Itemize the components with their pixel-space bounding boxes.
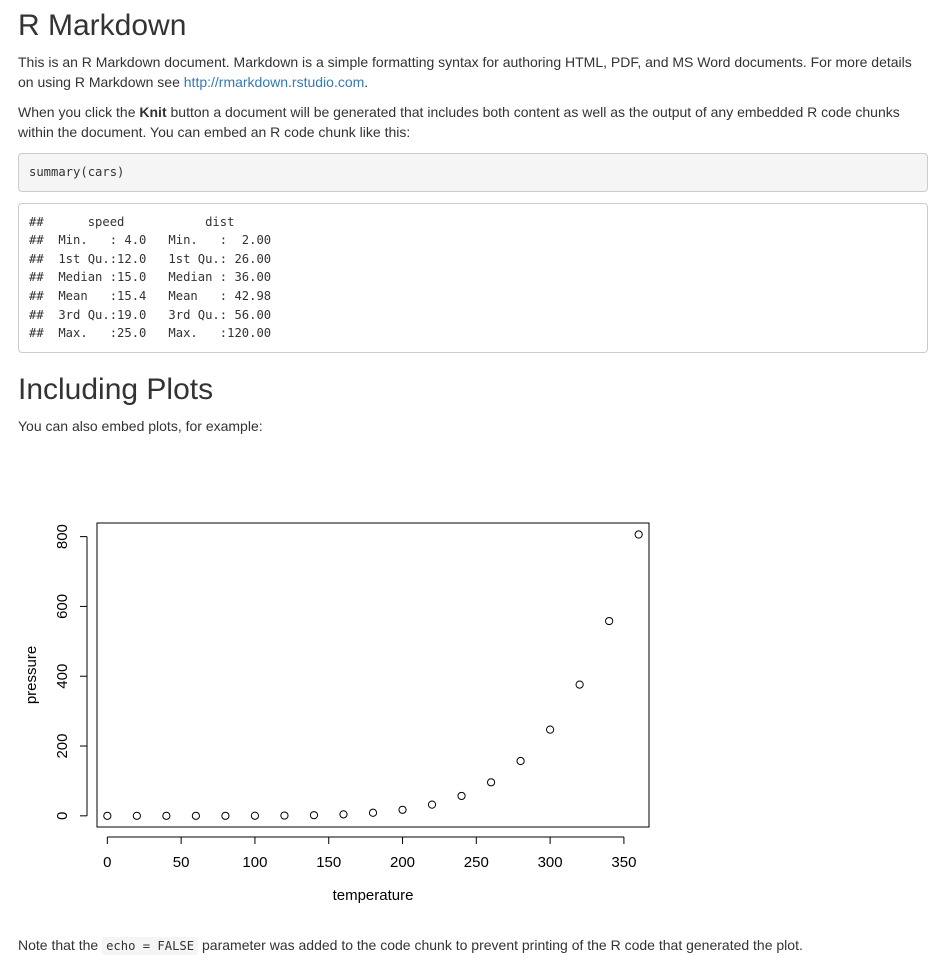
- x-tick-label: 150: [316, 854, 342, 871]
- data-point: [487, 779, 494, 786]
- knit-after: button a document will be generated that includes both content as well as the output of any embedded R code chunks within the document. You can embed an R code chunk like this:: [18, 104, 900, 140]
- code-output: [18, 203, 928, 353]
- data-point: [399, 806, 406, 813]
- data-point: [635, 531, 642, 538]
- note-after: parameter was added to the code chunk to prevent printing of the R code that generated the plot.: [198, 937, 803, 953]
- data-point: [104, 812, 111, 819]
- data-point: [163, 812, 170, 819]
- plot-frame: [97, 523, 649, 827]
- note-before: Note that the: [18, 937, 103, 953]
- data-point: [222, 812, 229, 819]
- knit-bold: Knit: [139, 104, 167, 120]
- x-tick-label: 350: [611, 854, 637, 871]
- x-axis-label: temperature: [332, 887, 414, 904]
- data-point: [576, 681, 583, 688]
- data-point: [192, 812, 199, 819]
- data-point: [251, 812, 258, 819]
- document-body: [18, 0, 928, 953]
- y-tick-label: 800: [54, 524, 71, 550]
- data-point: [369, 809, 376, 816]
- data-point: [458, 792, 465, 799]
- y-tick-label: 600: [54, 593, 71, 619]
- output-line: ## Mean :15.4 Mean : 42.98: [29, 288, 272, 303]
- y-axis-label: pressure: [23, 645, 40, 705]
- output-line: ## 1st Qu.:12.0 1st Qu.: 26.00: [29, 251, 272, 266]
- x-tick-label: 300: [537, 854, 563, 871]
- plots-paragraph: You can also embed plots, for example:: [18, 417, 263, 434]
- page-title: R Markdown: [18, 9, 187, 42]
- intro-paragraph: [18, 52, 928, 92]
- knit-paragraph: [18, 102, 928, 142]
- y-tick-label: 0: [54, 811, 71, 821]
- data-point: [281, 812, 288, 819]
- scatter-chart: [18, 460, 718, 920]
- intro-text: This is an R Markdown document. Markdown is a simple formatting syntax for authoring HTML, PDF, and MS Word documents. For more details on using R Markdown see: [18, 54, 912, 90]
- data-point: [340, 811, 347, 818]
- output-line: ## Median :15.0 Median : 36.00: [29, 270, 272, 285]
- rmarkdown-link[interactable]: http://rmarkdown.rstudio.com: [183, 74, 365, 90]
- output-line: ## Max. :25.0 Max. :120.00: [29, 326, 286, 341]
- y-tick-label: 400: [54, 663, 71, 689]
- code-chunk: summary(cars): [18, 153, 928, 192]
- output-line: ## speed dist: [29, 214, 235, 229]
- intro-after: .: [364, 74, 369, 90]
- data-point: [606, 617, 613, 624]
- output-line: ## 3rd Qu.:19.0 3rd Qu.: 56.00: [29, 307, 272, 322]
- y-tick-label: 200: [54, 733, 71, 759]
- pressure-plot: [18, 460, 718, 920]
- data-point: [517, 757, 524, 764]
- x-tick-label: 0: [103, 854, 112, 871]
- data-point: [428, 801, 435, 808]
- x-tick-label: 250: [463, 854, 489, 871]
- x-tick-label: 200: [390, 854, 416, 871]
- note-paragraph: [18, 935, 928, 956]
- section-title: Including Plots: [18, 372, 214, 406]
- data-point: [310, 812, 317, 819]
- knit-before: When you click the: [18, 104, 140, 120]
- x-tick-label: 50: [172, 854, 190, 871]
- data-point: [547, 726, 554, 733]
- data-point: [133, 812, 140, 819]
- output-line: ## Min. : 4.0 Min. : 2.00: [29, 233, 272, 248]
- note-code: echo = FALSE: [102, 937, 198, 955]
- x-tick-label: 100: [242, 854, 268, 871]
